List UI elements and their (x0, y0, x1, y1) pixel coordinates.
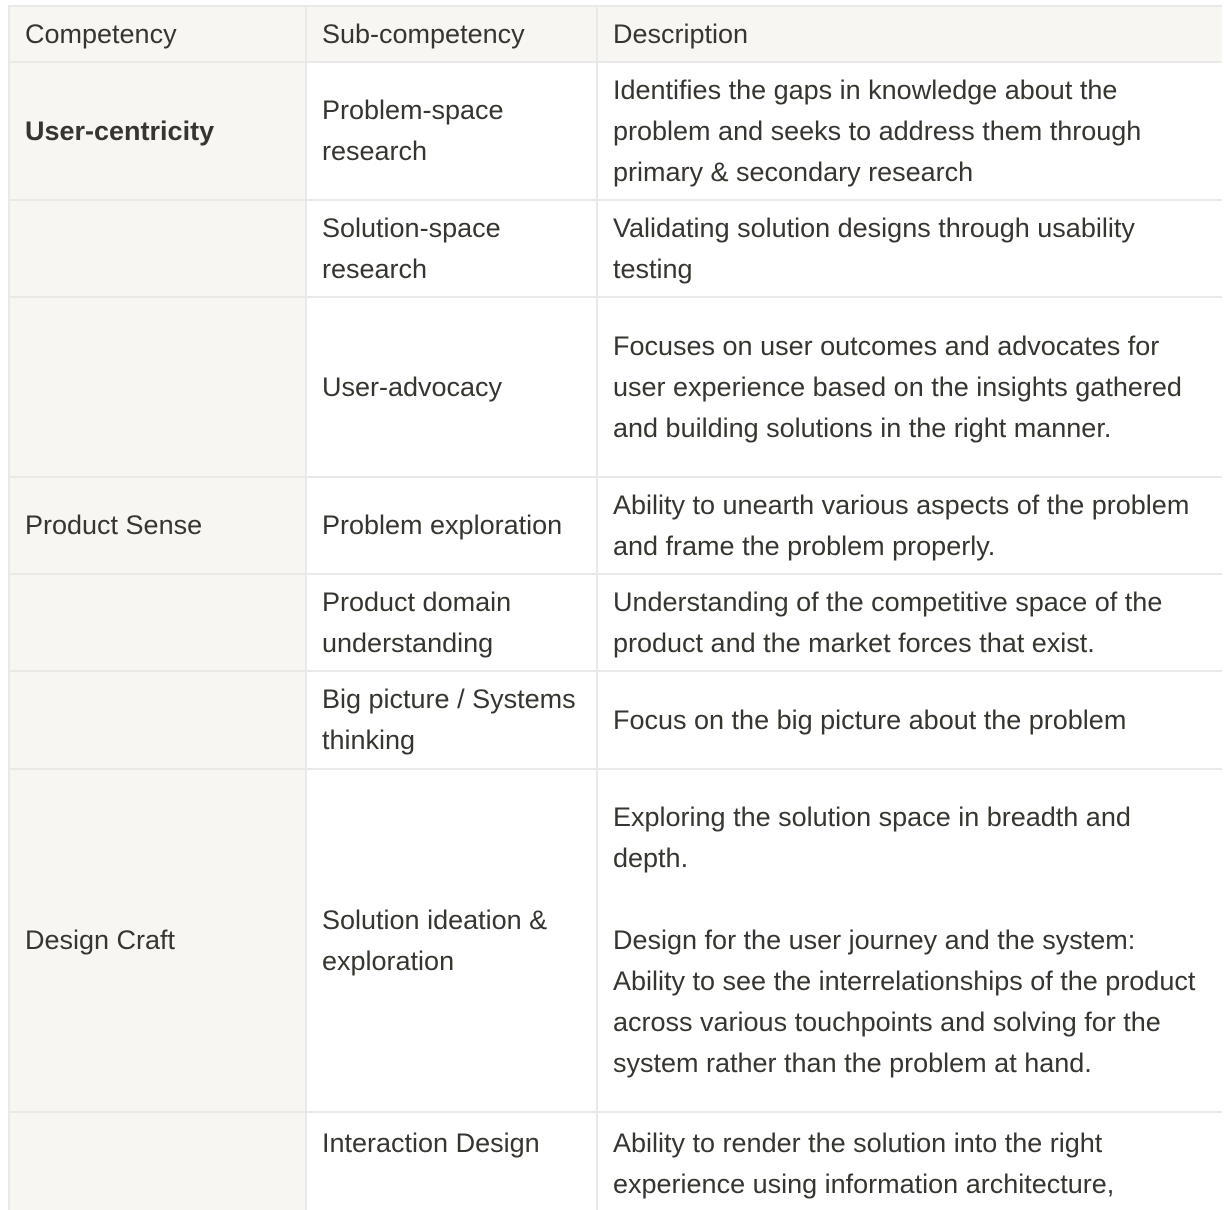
sub-competency-cell: User-advocacy (306, 297, 597, 477)
competency-cell (9, 297, 306, 477)
description-text: Focus on the big picture about the problem (613, 704, 1127, 735)
table-row (9, 574, 1222, 671)
competency-cell: Product Sense (9, 477, 306, 574)
table-row (9, 297, 1222, 477)
table-row (9, 769, 1222, 1112)
description-cell (597, 671, 1222, 769)
competency-cell (9, 200, 306, 297)
table-row (9, 1112, 1222, 1210)
description-text: Focuses on user outcomes and advocates for user experience based on the insights gathered and building solutions in the right manner. (613, 330, 1182, 443)
competency-table (8, 5, 1222, 1210)
competency-cell (9, 574, 306, 671)
description-text: Validating solution designs through usability testing (613, 212, 1135, 284)
header-competency: Competency (9, 6, 306, 62)
sub-competency-cell: Big picture / Systems thinking (306, 671, 597, 769)
sub-competency-cell: Solution-space research (306, 200, 597, 297)
description-cell (597, 200, 1222, 297)
sub-competency-cell: Problem-space research (306, 62, 597, 200)
competency-table-viewport (8, 5, 1222, 1210)
table-row (9, 62, 1222, 200)
description-cell (597, 1112, 1222, 1210)
sub-competency-cell: Solution ideation & exploration (306, 769, 597, 1112)
description-text: Identifies the gaps in knowledge about the problem and seeks to address them through primary & secondary research (613, 74, 1142, 187)
description-text: Design for the user journey and the system: Ability to see the interrelationships of the product across various touchpoints and solving for the system rather than the problem at hand. (613, 925, 1196, 1078)
description-text: Ability to unearth various aspects of the problem and frame the problem properly. (613, 489, 1190, 561)
competency-cell (9, 671, 306, 769)
sub-competency-cell: Product domain understanding (306, 574, 597, 671)
sub-competency-cell: Problem exploration (306, 477, 597, 574)
competency-cell: User-centricity (9, 62, 306, 200)
description-cell (597, 62, 1222, 200)
description-cell (597, 574, 1222, 671)
description-cell (597, 769, 1222, 1112)
table-row (9, 200, 1222, 297)
description-text: Exploring the solution space in breadth and depth. (613, 802, 1131, 873)
header-sub-competency: Sub-competency (306, 6, 597, 62)
description-cell (597, 297, 1222, 477)
header-description: Description (597, 6, 1222, 62)
competency-cell (9, 1112, 306, 1210)
sub-competency-cell: Interaction Design (306, 1112, 597, 1210)
description-text: Ability to render the solution into the right experience using information architecture, (613, 1128, 1115, 1199)
header-row (9, 6, 1222, 62)
description-cell (597, 477, 1222, 574)
paragraph-spacer (613, 879, 1210, 920)
competency-cell: Design Craft (9, 769, 306, 1112)
description-text: Understanding of the competitive space of the product and the market forces that exist. (613, 586, 1163, 658)
table-row (9, 671, 1222, 769)
table-row (9, 477, 1222, 574)
